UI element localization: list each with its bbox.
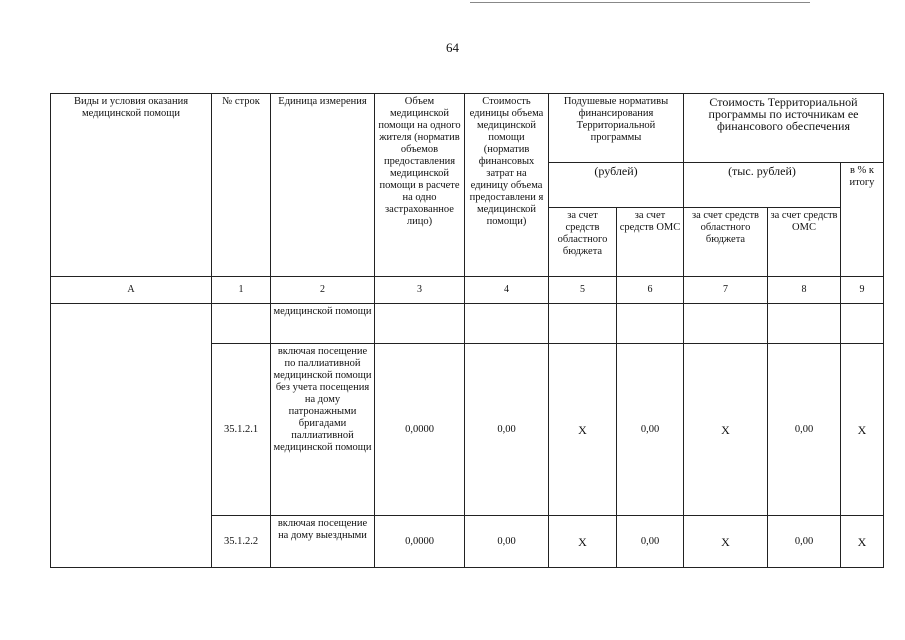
row-regional-budget-thousand: Х [684,344,768,516]
row-volume [375,304,465,344]
row-unit-cost: 0,00 [465,344,549,516]
header-unit: Единица измерения [271,94,375,277]
header-oms-rub: за счет средств ОМС [617,208,684,277]
page-number: 64 [446,40,459,55]
row-unit-cost [465,304,549,344]
header-per-capita-group: Подушевые нормативы финансирования Территориальной программы [549,94,684,163]
row-regional-budget-thousand [684,304,768,344]
column-number: А [51,277,212,304]
row-regional-budget-thousand: Х [684,516,768,568]
row-oms-rub: 0,00 [617,344,684,516]
row-regional-budget-rub [549,304,617,344]
column-number-row [51,277,884,304]
row-unit: включая посещение по паллиативной медицинской помощи без учета посещения на дому патронажными бригадами паллиативной медицинской помощи [271,344,375,516]
row-oms-rub [617,304,684,344]
row-percent-total: Х [841,344,884,516]
scan-artifact-line [470,2,810,3]
row-code [212,304,271,344]
row-unit: медицинской помощи [271,304,375,344]
row-oms-rub: 0,00 [617,516,684,568]
header-unit-thousand-rubles: (тыс. рублей) [684,163,841,208]
header-oms-thousand: за счет средств ОМС [768,208,841,277]
row-unit: включая посещение на дому выездными [271,516,375,568]
column-number: 9 [841,277,884,304]
column-number: 1 [212,277,271,304]
row-code: 35.1.2.1 [212,344,271,516]
column-number: 5 [549,277,617,304]
header-regional-budget-thousand: за счет средств областного бюджета [684,208,768,277]
header-regional-budget-rub: за счет средств областного бюджета [549,208,617,277]
column-number: 7 [684,277,768,304]
header-unit-rubles: (рублей) [549,163,684,208]
column-number: 6 [617,277,684,304]
header-percent-total: в % к итогу [841,163,884,277]
financing-table [50,93,884,568]
row-code: 35.1.2.2 [212,516,271,568]
row-percent-total [841,304,884,344]
header-unit-cost: Стоимость единицы объема медицинской помощи (норматив финансовых затрат на единицу объема предоставлени я медицинской помощи) [465,94,549,277]
header-type-and-conditions: Виды и условия оказания медицинской помощи [51,94,212,277]
column-number: 2 [271,277,375,304]
row-regional-budget-rub: Х [549,516,617,568]
row-oms-thousand: 0,00 [768,344,841,516]
row-regional-budget-rub: Х [549,344,617,516]
row-volume: 0,0000 [375,516,465,568]
header-row-number: № строк [212,94,271,277]
row-oms-thousand: 0,00 [768,516,841,568]
type-cell [51,304,212,568]
row-oms-thousand [768,304,841,344]
header-row-1 [51,94,884,163]
column-number: 4 [465,277,549,304]
header-cost-group: Стоимость Территориальной программы по источникам ее финансового обеспечения [684,94,884,163]
row-unit-cost: 0,00 [465,516,549,568]
header-volume: Объем медицинской помощи на одного жителя (норматив объемов предоставления медицинской помощи в расчете на одно застрахованное лицо) [375,94,465,277]
row-percent-total: Х [841,516,884,568]
column-number: 8 [768,277,841,304]
row-volume: 0,0000 [375,344,465,516]
table-row [51,304,884,344]
column-number: 3 [375,277,465,304]
